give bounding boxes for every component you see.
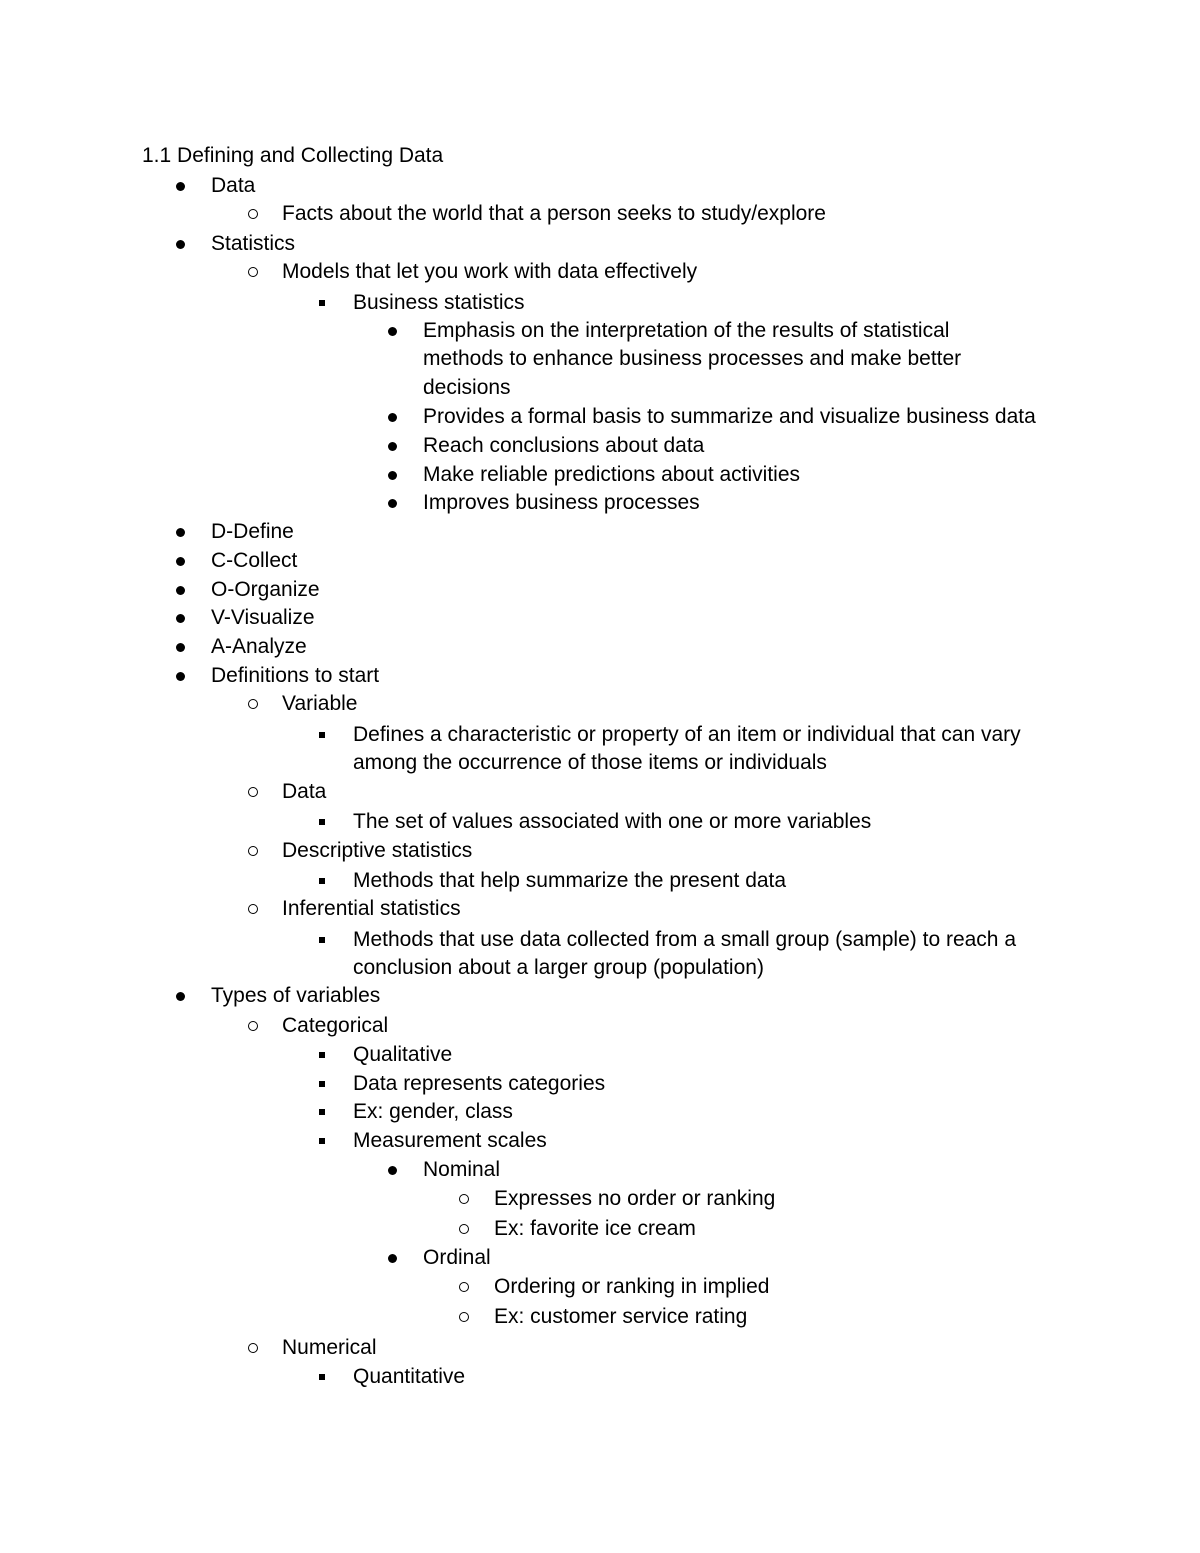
- outline-item-continuation: among the occurrence of those items or individuals: [353, 751, 827, 774]
- outline-item: D-Define: [211, 520, 294, 543]
- circle-bullet-icon: [459, 1215, 473, 1243]
- outline-item: Types of variables: [211, 984, 381, 1007]
- outline-item: Ordinal: [423, 1246, 491, 1269]
- outline-item: V-Visualize: [211, 606, 315, 629]
- circle-bullet-icon: [248, 1334, 262, 1362]
- disc-bullet-icon: [176, 518, 190, 546]
- circle-bullet-icon: [459, 1185, 473, 1213]
- outline-item-continuation: conclusion about a larger group (population): [353, 956, 764, 979]
- circle-bullet-icon: [248, 690, 262, 718]
- outline-item: Reach conclusions about data: [423, 434, 705, 457]
- circle-bullet-icon: [459, 1303, 473, 1331]
- outline-item: Models that let you work with data effectively: [282, 260, 698, 283]
- outline-item: Nominal: [423, 1158, 501, 1181]
- outline-item: The set of values associated with one or more variables: [353, 810, 872, 833]
- square-bullet-icon: [318, 1363, 332, 1391]
- disc-bullet-icon: [388, 432, 402, 460]
- square-bullet-icon: [318, 926, 332, 954]
- outline-item: Methods that use data collected from a small group (sample) to reach a: [353, 928, 1016, 951]
- outline-item: Numerical: [282, 1336, 377, 1359]
- disc-bullet-icon: [176, 604, 190, 632]
- outline-item: Ex: gender, class: [353, 1100, 513, 1123]
- square-bullet-icon: [318, 1041, 332, 1069]
- circle-bullet-icon: [248, 258, 262, 286]
- square-bullet-icon: [318, 721, 332, 749]
- outline-item-continuation: decisions: [423, 376, 511, 399]
- outline-item: Expresses no order or ranking: [494, 1187, 776, 1210]
- circle-bullet-icon: [248, 1012, 262, 1040]
- outline-item-continuation: methods to enhance business processes and make better: [423, 347, 962, 370]
- square-bullet-icon: [318, 808, 332, 836]
- outline-item: Ex: customer service rating: [494, 1305, 748, 1328]
- disc-bullet-icon: [176, 633, 190, 661]
- outline-item: Data: [282, 780, 327, 803]
- outline-item: Definitions to start: [211, 664, 380, 687]
- outline-item: Emphasis on the interpretation of the results of statistical: [423, 319, 950, 342]
- disc-bullet-icon: [388, 489, 402, 517]
- outline-item: Variable: [282, 692, 358, 715]
- circle-bullet-icon: [248, 895, 262, 923]
- circle-bullet-icon: [248, 200, 262, 228]
- disc-bullet-icon: [388, 1156, 402, 1184]
- outline-item: Provides a formal basis to summarize and visualize business data: [423, 405, 1036, 428]
- outline-item: C-Collect: [211, 549, 298, 572]
- disc-bullet-icon: [176, 547, 190, 575]
- disc-bullet-icon: [176, 982, 190, 1010]
- outline-item: Improves business processes: [423, 491, 700, 514]
- disc-bullet-icon: [388, 403, 402, 431]
- disc-bullet-icon: [176, 662, 190, 690]
- outline-item: Descriptive statistics: [282, 839, 473, 862]
- outline-item: Methods that help summarize the present data: [353, 869, 787, 892]
- section-title: 1.1 Defining and Collecting Data: [142, 144, 444, 167]
- outline-item: Business statistics: [353, 291, 525, 314]
- disc-bullet-icon: [176, 230, 190, 258]
- disc-bullet-icon: [388, 461, 402, 489]
- outline-item: Qualitative: [353, 1043, 453, 1066]
- circle-bullet-icon: [248, 837, 262, 865]
- outline-item: Quantitative: [353, 1365, 466, 1388]
- disc-bullet-icon: [388, 317, 402, 345]
- outline-item: Data: [211, 174, 256, 197]
- outline-item: Statistics: [211, 232, 296, 255]
- outline-item: Measurement scales: [353, 1129, 547, 1152]
- circle-bullet-icon: [248, 778, 262, 806]
- outline-item: Inferential statistics: [282, 897, 461, 920]
- square-bullet-icon: [318, 289, 332, 317]
- disc-bullet-icon: [176, 576, 190, 604]
- outline-item: Categorical: [282, 1014, 389, 1037]
- square-bullet-icon: [318, 1098, 332, 1126]
- outline-item: Make reliable predictions about activities: [423, 463, 801, 486]
- square-bullet-icon: [318, 1070, 332, 1098]
- outline-item: Facts about the world that a person seeks to study/explore: [282, 202, 826, 225]
- disc-bullet-icon: [176, 172, 190, 200]
- outline-item: Ordering or ranking in implied: [494, 1275, 770, 1298]
- outline-item: A-Analyze: [211, 635, 307, 658]
- disc-bullet-icon: [388, 1244, 402, 1272]
- outline-item: Ex: favorite ice cream: [494, 1217, 696, 1240]
- square-bullet-icon: [318, 1127, 332, 1155]
- outline-item: O-Organize: [211, 578, 320, 601]
- square-bullet-icon: [318, 867, 332, 895]
- circle-bullet-icon: [459, 1273, 473, 1301]
- outline-item: Data represents categories: [353, 1072, 606, 1095]
- outline-item: Defines a characteristic or property of an item or individual that can vary: [353, 723, 1021, 746]
